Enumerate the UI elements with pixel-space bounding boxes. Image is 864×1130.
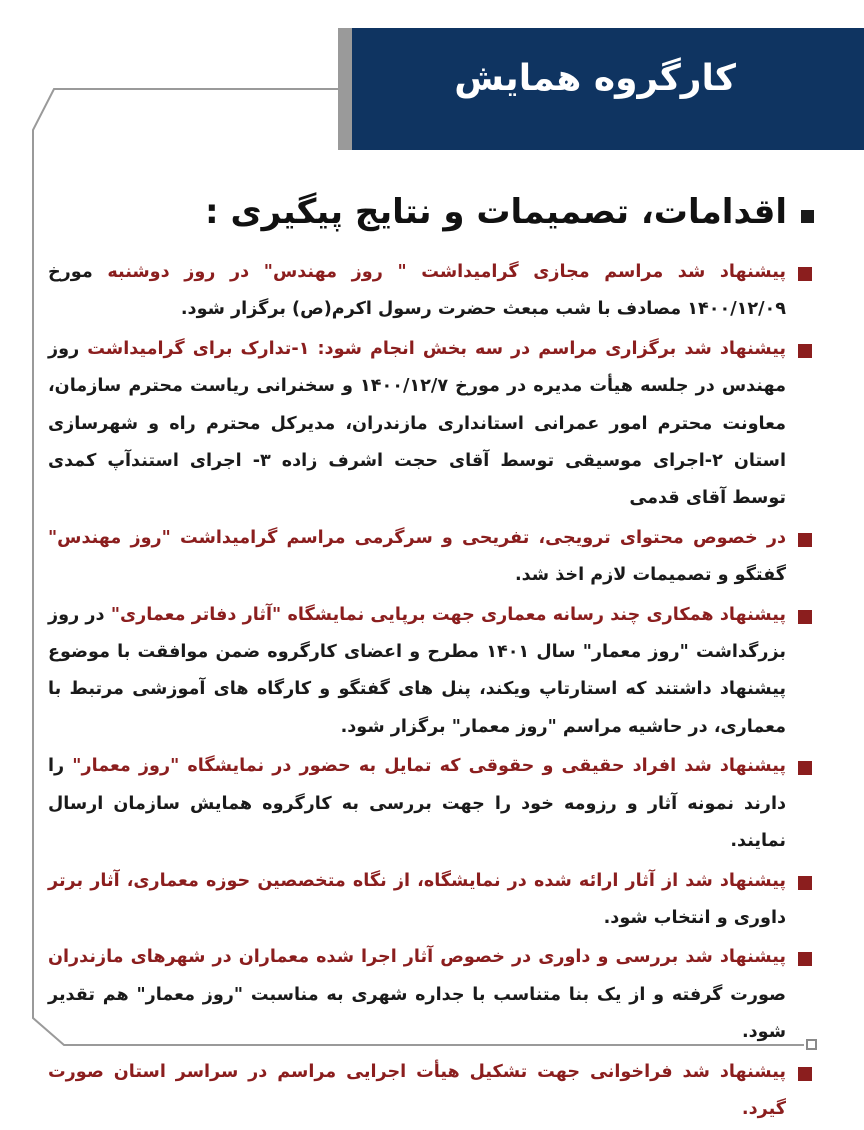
list-item-rest: صورت گرفته و از یک بنا متناسب با جداره شهری به مناسبت "روز معمار" هم تقدیر شود. [48,984,786,1043]
list-item-text [48,748,786,860]
list-item-lead: پیشنهاد شد فراخوانی جهت تشکیل هیأت اجرایی مراسم در سراسر استان صورت گیرد. [48,1061,786,1119]
square-bullet-icon [798,952,812,966]
list-item-lead: پیشنهاد شد افراد حقیقی و حقوقی که تمایل به حضور در نمایشگاه "روز معمار" [72,756,786,777]
header-title: کارگروه همایش [454,58,736,99]
square-bullet-icon [798,533,812,547]
list-item [48,939,812,1051]
header-accent-strip [338,28,352,150]
list-item [48,1054,812,1129]
list-item-rest: روز مهندس در جلسه هیأت مدیره در مورخ ۱۴۰۰/۱۲/۷ و سخنرانی ریاست محترم سازمان، معاونت محترم امور عمرانی استانداری مازندران، مدیرکل محترم راه و شهرسازی استان ۲-اجرای موسیقی توسط آقای حجت اشرف زاده ۳- اجرای استندآپ کمدی توسط آقای قدمی [48,338,786,509]
list-item [48,863,812,938]
square-bullet-icon [798,267,812,281]
list-item-rest: مورخ ۱۴۰۰/۱۲/۰۹ مصادف با شب مبعث حضرت رسول اکرم(ص) برگزار شود. [48,262,786,320]
square-bullet-icon [798,1067,812,1081]
list-item-text [48,520,786,595]
list-item-text [48,939,786,1051]
list-item-lead: در خصوص محتوای ترویجی، تفریحی و سرگرمی مراسم گرامیداشت "روز مهندس" [48,527,786,548]
section-heading [120,192,814,232]
corner-square-icon [806,1039,817,1050]
list-item-text [48,1054,786,1129]
list-item-text [48,597,786,747]
list-item-lead: پیشنهاد شد مراسم مجازی گرامیداشت " روز مهندس" در روز دوشنبه [107,262,786,282]
list-item-text [48,863,786,938]
section-title: اقدامات، تصمیمات و نتایج پیگیری : [205,192,787,232]
list-item-rest: در روز بزرگداشت "روز معمار" سال ۱۴۰۱ مطرح و اعضای کارگروه ضمن موافقت با موضوع پیشنهاد داشتند که استارتاپ ویکند، پنل های گفتگو و کارگاه های آموزشی مرتبط با معماری، در حاشیه مراسم "روز معمار" برگزار شود. [48,604,787,737]
list-item [48,520,812,595]
list-item-lead: پیشنهاد همکاری چند رسانه معماری جهت برپایی نمایشگاه "آثار دفاتر معماری" [110,604,786,625]
list-item [48,254,812,329]
list-item-lead: پیشنهاد شد بررسی و داوری در خصوص آثار اجرا شده معماران در شهرهای مازندران [48,947,786,968]
action-items-list [48,254,812,1130]
list-item-rest: را دارند نمونه آثار و رزومه خود را جهت بررسی به کارگروه همایش سازمان ارسال نمایند. [48,756,786,852]
square-bullet-icon [798,876,812,890]
list-item-rest: گفتگو و تصمیمات لازم اخذ شد. [514,565,786,586]
list-item-lead: پیشنهاد شد از آثار ارائه شده در نمایشگاه، از نگاه متخصصین حوزه معماری، آثار برتر [48,870,786,891]
list-item-rest: داوری و انتخاب شود. [603,907,786,928]
list-item-text [48,331,786,518]
square-bullet-icon [798,761,812,775]
list-item [48,597,812,747]
list-item-text [48,254,786,329]
list-item [48,748,812,860]
square-bullet-icon [801,210,814,223]
list-item-lead: پیشنهاد شد برگزاری مراسم در سه بخش انجام شود: ۱-تدارک برای گرامیداشت [87,338,786,359]
list-item [48,331,812,518]
square-bullet-icon [798,344,812,358]
square-bullet-icon [798,610,812,624]
